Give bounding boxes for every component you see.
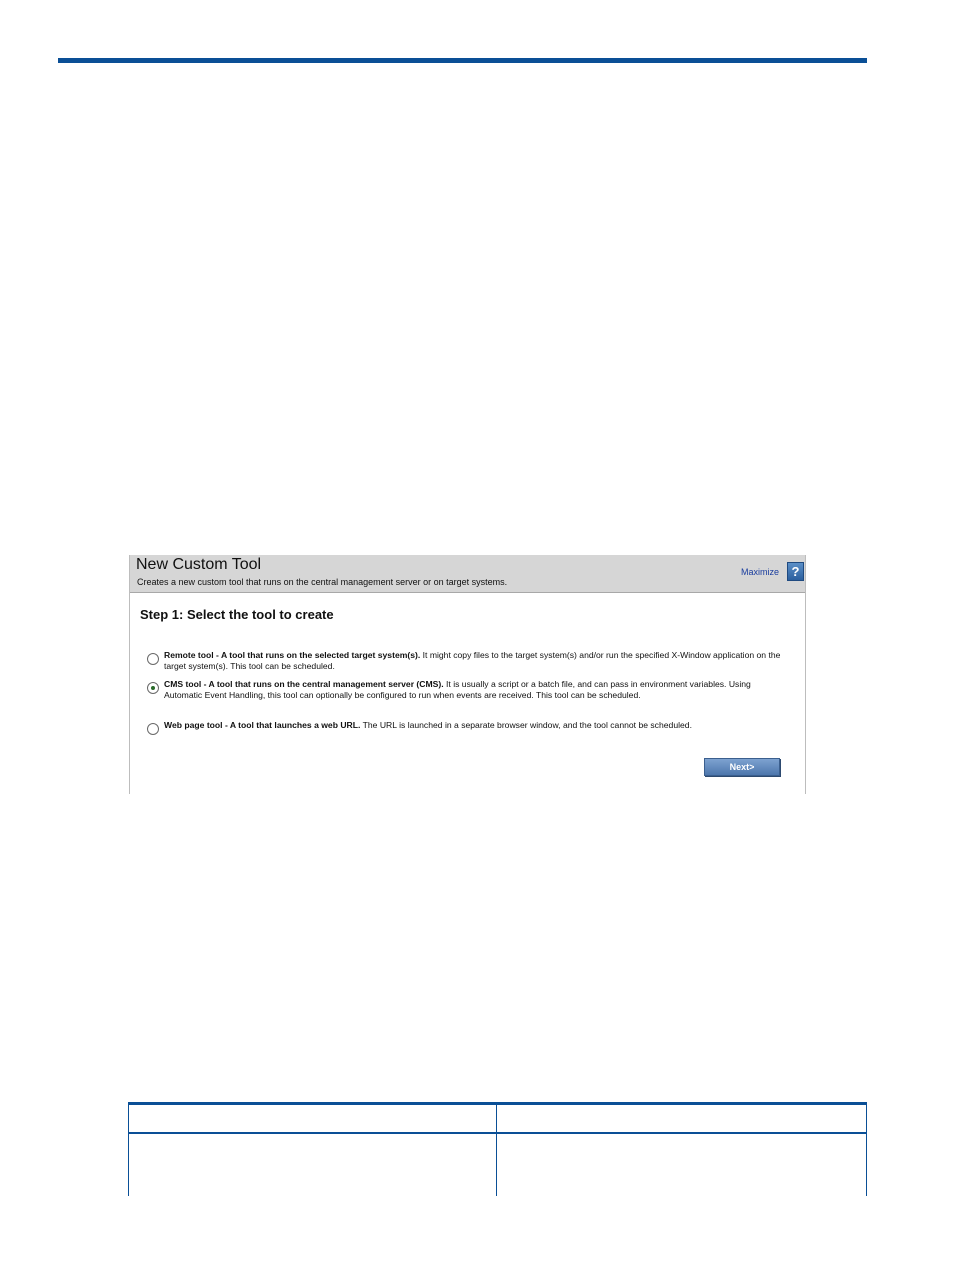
- option-cms-tool-text: [164, 679, 782, 701]
- page-title: New Custom Tool: [136, 556, 262, 573]
- web-page-tool-radio[interactable]: [147, 723, 159, 735]
- bottom-table: [128, 1102, 867, 1196]
- option-remote-tool-text: [164, 650, 782, 672]
- table-header-divider: [128, 1132, 867, 1134]
- option-cms-tool-desc: It is usually a script or a batch file, and can pass in environment variables. Using Automatic Event Handling, this tool can optionally be configured to run when events are received. This tool can be scheduled.: [164, 679, 751, 700]
- page-subtitle: Creates a new custom tool that runs on the central management server or on target systems.: [137, 577, 508, 587]
- option-web-page-tool-bold: Web page tool - A tool that launches a web URL.: [164, 720, 361, 730]
- table-left-border: [128, 1102, 129, 1196]
- panel-header: [130, 555, 805, 593]
- option-web-page-tool-text: [164, 720, 782, 731]
- next-button[interactable]: Next>: [704, 758, 780, 776]
- table-top-border: [128, 1102, 867, 1105]
- maximize-link[interactable]: Maximize: [741, 567, 780, 577]
- step-title: Step 1: Select the tool to create: [140, 607, 334, 622]
- option-cms-tool-bold: CMS tool - A tool that runs on the central management server (CMS).: [164, 679, 444, 689]
- new-custom-tool-panel: [129, 555, 806, 794]
- top-rule: [58, 58, 867, 63]
- table-right-border: [866, 1102, 867, 1196]
- help-icon[interactable]: ?: [787, 562, 804, 581]
- table-column-divider: [496, 1102, 497, 1196]
- cms-tool-radio[interactable]: [147, 682, 159, 694]
- option-remote-tool-bold: Remote tool - A tool that runs on the selected target system(s).: [164, 650, 421, 660]
- remote-tool-radio[interactable]: [147, 653, 159, 665]
- option-remote-tool-desc: It might copy files to the target system(s) and/or run the specified X-Window application on the target system(s). This tool can be scheduled.: [164, 650, 781, 671]
- option-web-page-tool-desc: The URL is launched in a separate browser window, and the tool cannot be scheduled.: [360, 720, 692, 730]
